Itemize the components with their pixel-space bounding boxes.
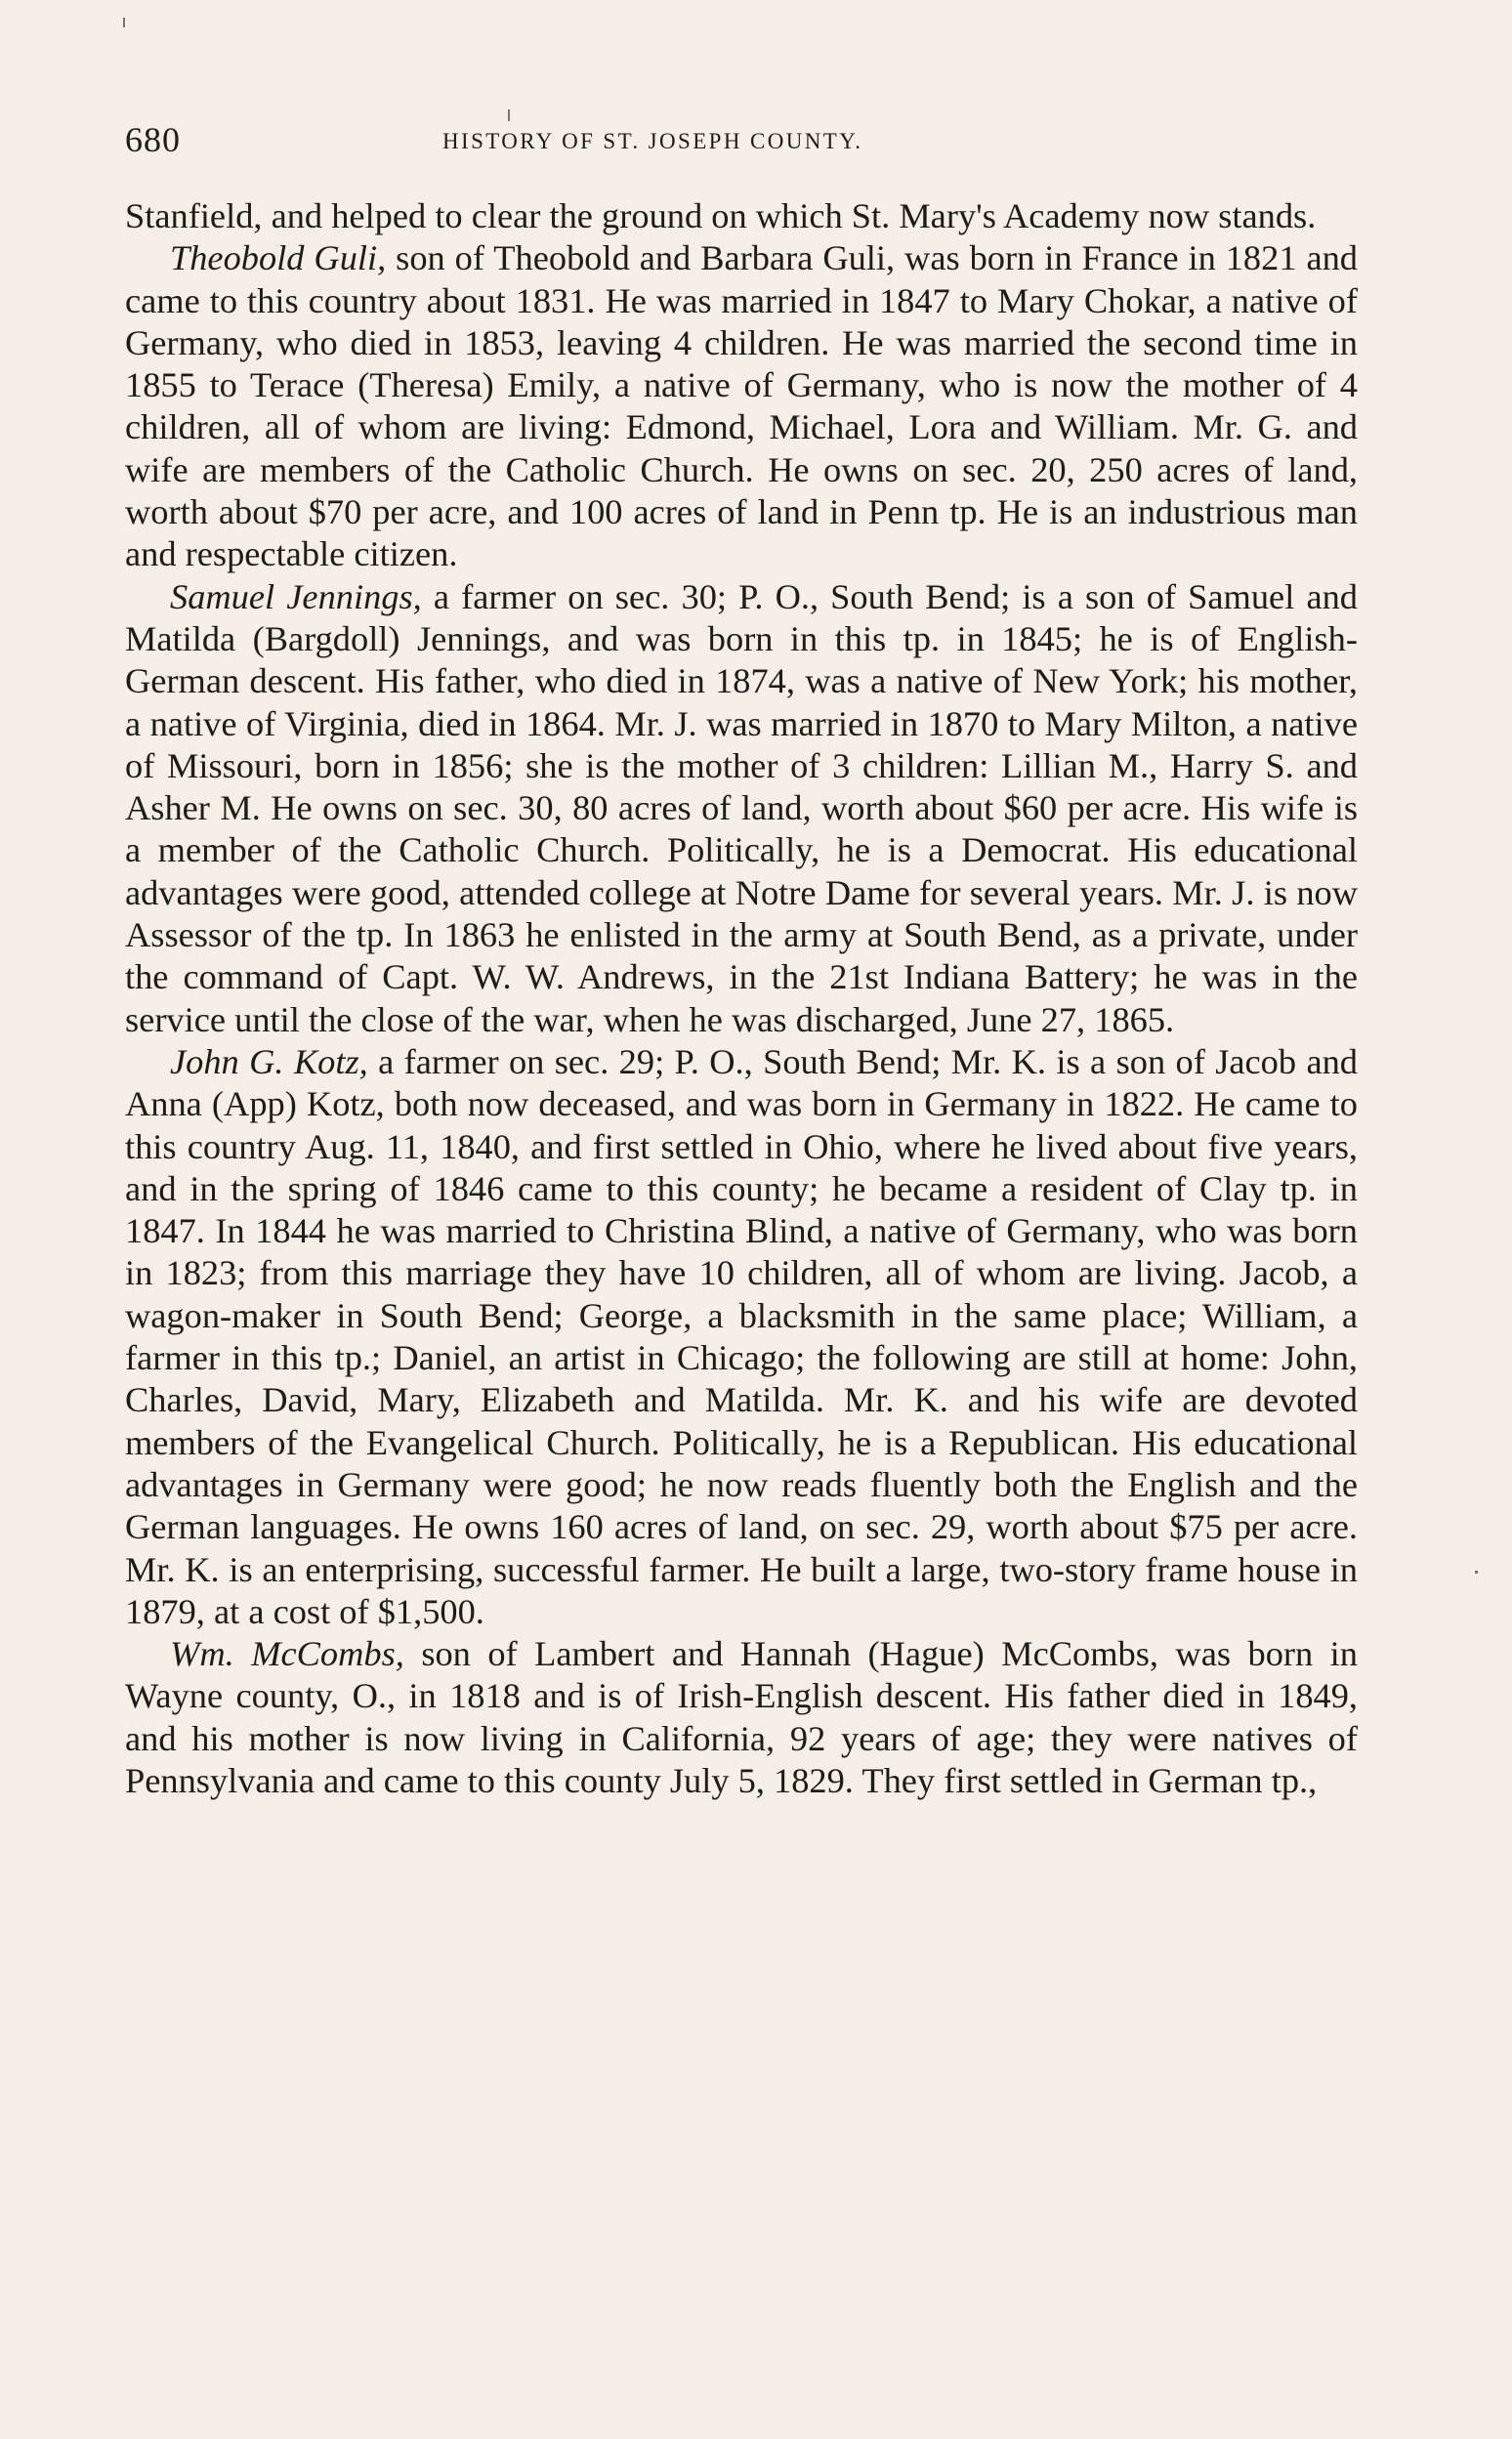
scan-speck <box>1475 1571 1478 1574</box>
scan-speck <box>123 18 125 27</box>
paragraph-theobold-guli <box>125 237 1358 575</box>
paragraph-text: son of Theobold and Barbara Guli, was born in France in 1821 and came to this country about 1831. He was married in 1847 to Mary Chokar, a native of Germany, who died in 1853, leaving 4 children. He was married the second time in 1855 to Terace (Theresa) Emily, a native of Germany, who is now the mother of 4 children, all of whom are living: Edmond, Michael, Lora and William. Mr. G. and wife are members of the Catholic Church. He owns on sec. 20, 250 acres of land, worth about $70 per acre, and 100 acres of land in Penn tp. He is an industrious man and respectable citizen. <box>125 238 1359 574</box>
person-name: Wm. McCombs, <box>170 1634 404 1674</box>
paragraph-continuation <box>125 195 1358 237</box>
paragraph-text: son of Lambert and Hannah (Hague) McCombs, was born in Wayne county, O., in 1818 and is of Irish-English descent. His father died in 1849, and his mother is now living in California, 92 years of age; they were natives of Pennsylvania and came to this county July 5, 1829. They first settled in German tp., <box>125 1634 1358 1800</box>
paragraph-text: a farmer on sec. 29; P. O., South Bend; Mr. K. is a son of Jacob and Anna (App) Kotz, both now deceased, and was born in Germany in 1822. He came to this country Aug. 11, 1840, and first settled in Ohio, where he lived about five years, and in the spring of 1846 came to this county; he became a resident of Clay tp. in 1847. In 1844 he was married to Christina Blind, a native of Germany, who was born in 1823; from this marriage they have 10 children, all of whom are living. Jacob, a wagon-maker in South Bend; George, a blacksmith in the same place; William, a farmer in this tp.; Daniel, an artist in Chicago; the following are still at home: John, Charles, David, Mary, Elizabeth and Matilda. Mr. K. and his wife are devoted members of the Evangelical Church. Politically, he is a Republican. His educational advantages in Germany were good; he now reads fluently both the English and the German languages. He owns 160 acres of land, on sec. 29, worth about $75 per acre. Mr. K. is an enterprising, successful farmer. He built a large, two-story frame house in 1879, at a cost of $1,500. <box>125 1041 1358 1631</box>
paragraph-samuel-jennings <box>125 576 1358 1041</box>
person-name: Samuel Jennings, <box>170 576 422 616</box>
paragraph-wm-mccombs <box>125 1633 1358 1802</box>
body-text <box>125 195 1358 1802</box>
paragraph-text: a farmer on sec. 30; P. O., South Bend; is a son of Samuel and Matilda (Bargdoll) Jennings, and was born in this tp. in 1845; he is of English-German descent. His father, who died in 1874, was a native of New York; his mother, a native of Virginia, died in 1864. Mr. J. was married in 1870 to Mary Milton, a native of Missouri, born in 1856; she is the mother of 3 children: Lillian M., Harry S. and Asher M. He owns on sec. 30, 80 acres of land, worth about $60 per acre. His wife is a member of the Catholic Church. Politically, he is a Democrat. His educational advantages were good, attended college at Notre Dame for several years. Mr. J. is now Assessor of the tp. In 1863 he enlisted in the army at South Bend, as a private, under the command of Capt. W. W. Andrews, in the 21st Indiana Battery; he was in the service until the close of the war, when he was discharged, June 27, 1865. <box>125 576 1358 1039</box>
person-name: Theobold Guli, <box>170 238 387 278</box>
paragraph-text: Stanfield, and helped to clear the ground on which St. Mary's Academy now stands. <box>125 196 1317 235</box>
page-header <box>125 119 1365 166</box>
scan-speck <box>508 109 510 121</box>
person-name: John G. Kotz, <box>170 1041 368 1081</box>
running-title: HISTORY OF ST. JOSEPH COUNTY. <box>442 129 863 153</box>
page-number: 680 <box>125 120 181 159</box>
paragraph-john-kotz <box>125 1041 1358 1633</box>
